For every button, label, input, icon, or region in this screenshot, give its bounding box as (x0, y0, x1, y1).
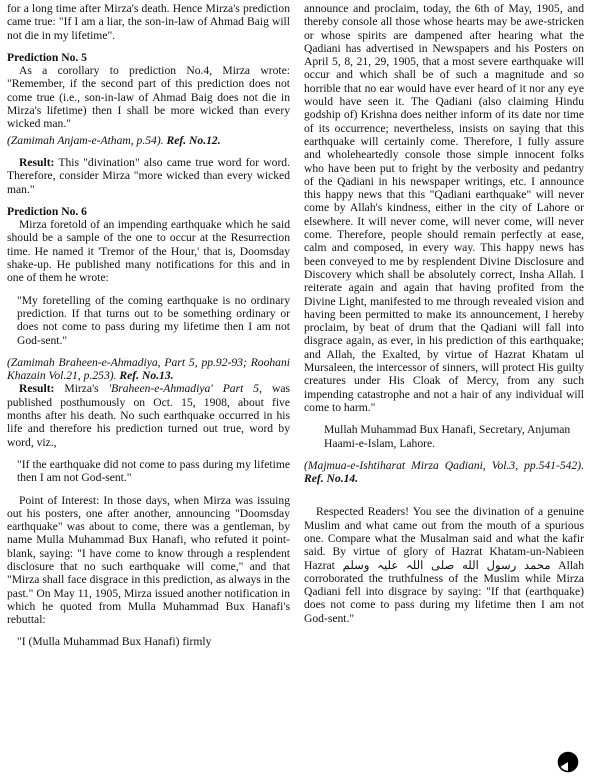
paragraph-result-6 (7, 382, 290, 448)
signature-block: Mullah Muhammad Bux Hanafi, Secretary, Anjuman Haami-e-Islam, Lahore. (324, 423, 571, 450)
reference-13 (7, 356, 290, 383)
reference-mark: Ref. No.14. (304, 472, 359, 486)
result-book-title: 'Braheen-e-Ahmadiya' Part 5, (108, 382, 262, 396)
paragraph-prediction-6: Mirza foretold of an impending earthquake which he said should be a sample of the one to occur at the Resurrection time. He named it 'Tremor of the Hour,' that is, Doomsday shake-up. He published many notifications for this and in one of them he wrote: (7, 218, 290, 285)
reference-12 (7, 134, 290, 147)
reference-text: (Majmua-e-Ishtiharat Mirza Qadiani, Vol.3, pp.541-542). (304, 458, 584, 472)
paragraph-result-5 (7, 156, 290, 196)
heading-prediction-6: Prediction No. 6 (7, 204, 87, 218)
paragraph-intro: for a long time after Mirza's death. Hence Mirza's prediction came true: "If I am a liar, the son-in-law of Ahmad Baig will not die in my lifetime". (7, 2, 290, 42)
paragraph-conclusion: Respected Readers! You see the divination of a genuine Muslim and what came out from the mouth of a spurious one. Compare what the Musalman said and what the kafir said. By virtue of glory of Hazrat Khatam-un-Nabieen Hazrat محمد رسول الله صلی اللہ علیہ وسلم Allah corroborated the truthfulness of the Muslim while Mirza Qadiani fell into disgrace by saying: "If that (earthquake) does not come to pass during my lifetime then I am not God-sent." (304, 505, 584, 625)
quote-mulla-start: "I (Mulla Muhammad Bux Hanafi) firmly (17, 635, 212, 649)
right-column (304, 2, 584, 625)
half-circle-icon (557, 751, 579, 773)
reference-14 (304, 459, 584, 486)
quote-earthquake: "My foretelling of the coming earthquake is no ordinary prediction. If that turns out to be something ordinary or does not come to pass during my lifetime then I am not God-sent." (17, 293, 290, 347)
heading-prediction-5: Prediction No. 5 (7, 50, 87, 64)
left-column (7, 2, 290, 658)
reference-mark: Ref. No.13. (119, 369, 174, 383)
result-text: This "divination" also came true word for word. Therefore, consider Mirza "more wicked than every wicked man." (7, 155, 290, 196)
paragraph-mulla-announcement: announce and proclaim, today, the 6th of May, 1905, and thereby console all those whose hearts may be awe-stricken or whose spirits are dampened after hearing what the Qadiani has advertised in Newspapers and his Posters on April 5, 8, 21, 29, 1905, that a most severe earthquake will occur and which shall be of such a magnitude and so horrible that no ear would have ever heard of it nor any eye would have seen it. The Qadiani (also claiming Hindu godship of) Krishna does neither inform of its date nor time of its occurrence; nevertheless, insists on saying that this earthquake will certainly come. Therefore, I fully assure and wholeheartedly console those simple innocent folks who have been put to fright by the verbosity and pedantry of the Qadiani in his newspaper writings, etc. I announce this happy news that this "Qadiani earthquake" will never come by Allah's kindness, either in the city of Lahore or elsewhere. It will never come, will never come, will never come. Therefore, people should remain perfectly at ease, calm and composed, in every way. This happy news has been conveyed to me by resplendent Divine Disclosure and Discovery which shall be absolutely correct, Insha Allah. I reiterate again and again that having profited from the Divine Light, manifested to me through revealed vision and having been permitted to make its announcement, I hereby proclaim, by beat of drum that the Qadiani will fall into disgrace again, as ever, in his prediction of this earthquake; and Allah, the Exalted, by virtue of Hazrat Khatam ul Mursaleen, the intercessor of sinners, will protect His guilty creatures under His Cloak of Mercy, from any such impending catastrophe and not a hair of any individual will come to harm." (304, 2, 584, 414)
quote-lifetime: "If the earthquake did not come to pass during my lifetime then I am not God-sent." (17, 457, 290, 485)
result-label: Result: (19, 155, 55, 169)
reference-text: (Zamimah Braheen-e-Ahmadiya, Part 5, pp.92-93; Roohani Khazain Vol.21, p.253). (7, 355, 290, 383)
paragraph-point-of-interest: Point of Interest: In those days, when Mirza was issuing out his posters, one after another, announcing "Doomsday earthquake" was about to come, there was a gentleman, by name Mulla Muhammad Bux Hanafi, who refuted it point-blank, saying: "I have come to know through a resplendent disclosure that no such earthquake will come," and that "Mirza shall face disgrace in this prediction, as always in the past." On May 11, 1905, Mirza issued another notification in which he quoted from Mulla Muhammad Bux Hanafi's rebuttal: (7, 493, 290, 627)
result-text-pre: Mirza's (54, 382, 109, 396)
reference-mark: Ref. No.12. (166, 133, 221, 147)
reference-text: (Zamimah Anjam-e-Atham, p.54). (7, 133, 164, 147)
paragraph-prediction-5: As a corollary to prediction No.4, Mirza wrote: "Remember, if the second part of this prediction does not come true (i.e., son-in-law of Ahmad Baig does not die in Mirza's lifetime) then I shall be more wicked than every wicked man." (7, 64, 290, 131)
result-text-post: was published posthumously on Oct. 15, 1908, about five months after his death. No such earthquake occurred in his life and therefore his prediction turned out true, word by word, viz., (7, 382, 290, 449)
result-label: Result: (19, 382, 55, 396)
